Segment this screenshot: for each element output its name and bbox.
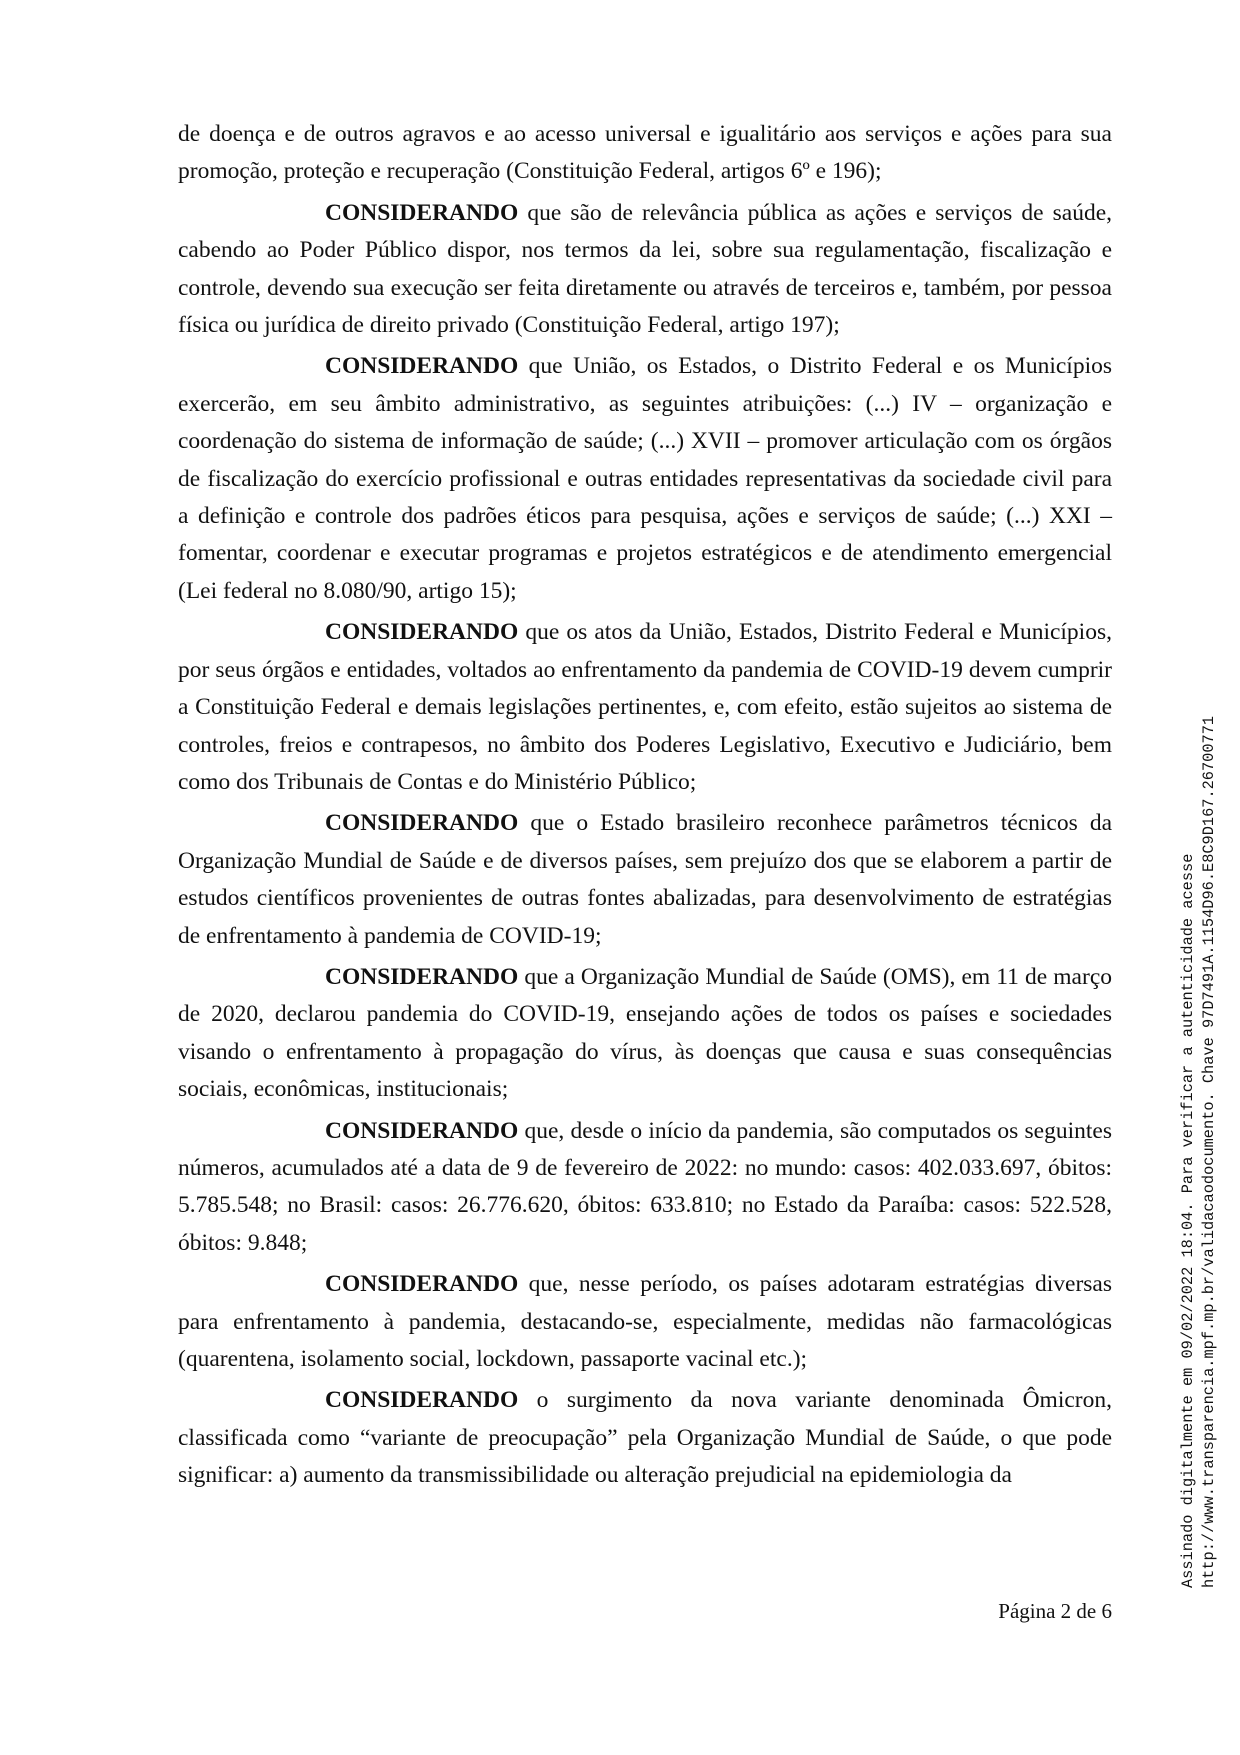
clause-text: que os atos da União, Estados, Distrito Federal e Municípios, por seus órgãos e entidades, voltados ao enfrentamento da pandemia de COVID-19 devem cumprir a Constituição Federal e demais legislações pertinentes, e, com efeito, estão sujeitos ao sistema de controles, freios e contrapesos, no âmbito dos Poderes Legislativo, Executivo e Judiciário, bem como dos Tribunais de Contas e do Ministério Público;: [178, 619, 1112, 795]
clause-paragraph: [178, 1266, 1112, 1378]
clause-text: que a Organização Mundial de Saúde (OMS), em 11 de março de 2020, declarou pandemia do COVID-19, ensejando ações de todos os países e sociedades visando o enfrentamento à propagação do vírus, às doenças que causa e suas consequências sociais, econômicas, institucionais;: [178, 963, 1112, 1103]
clause-keyword: CONSIDERANDO: [325, 619, 519, 646]
clause-keyword: CONSIDERANDO: [325, 199, 519, 226]
clause-paragraph: [178, 1382, 1112, 1494]
signature-verification-link[interactable]: http://www.transparencia.mpf.mp.br/validacaodocumento. Chave 97D7491A.1154D96.E8C9D167.26700771: [1200, 715, 1218, 1588]
opening-paragraph: de doença e de outros agravos e ao acesso universal e igualitário aos serviços e ações para sua promoção, proteção e recuperação (Constituição Federal, artigos 6º e 196);: [178, 121, 1112, 185]
clause-paragraph: [178, 959, 1112, 1109]
clause-paragraph: [178, 805, 1112, 955]
clause-text: que, nesse período, os países adotaram estratégias diversas para enfrentamento à pandemia, destacando-se, especialmente, medidas não farmacológicas (quarentena, isolamento social, lockdown, passaporte vacinal etc.);: [178, 1271, 1112, 1372]
page-number: Página 2 de 6: [998, 1599, 1112, 1623]
clause-text: que o Estado brasileiro reconhece parâmetros técnicos da Organização Mundial de Saúde e de diversos países, sem prejuízo dos que se elaborem a partir de estudos científicos provenientes de outras fontes abalizadas, para desenvolvimento de estratégias de enfrentamento à pandemia de COVID-19;: [178, 810, 1112, 949]
clause-paragraph: [178, 195, 1112, 345]
signature-line: Assinado digitalmente em 09/02/2022 18:04. Para verificar a autenticidade acesse: [1179, 853, 1197, 1588]
clause-paragraph: [178, 1113, 1112, 1263]
digital-signature-stamp: [1178, 628, 1220, 1588]
clause-paragraph: [178, 348, 1112, 610]
clause-paragraph: [178, 614, 1112, 801]
clause-text: que são de relevância pública as ações e serviços de saúde, cabendo ao Poder Público dispor, nos termos da lei, sobre sua regulamentação, fiscalização e controle, devendo sua execução ser feita diretamente ou através de terceiros e, também, por pessoa física ou jurídica de direito privado (Constituição Federal, artigo 197);: [178, 199, 1112, 339]
clause-keyword: CONSIDERANDO: [325, 1387, 519, 1414]
clause-keyword: CONSIDERANDO: [325, 1271, 519, 1298]
clause-keyword: CONSIDERANDO: [325, 1117, 519, 1144]
document-body: [178, 116, 1112, 1499]
clause-text: o surgimento da nova variante denominada Ômicron, classificada como “variante de preocupação” pela Organização Mundial de Saúde, o que pode significar: a) aumento da transmissibilidade ou alteração prejudicial na epidemiologia da: [178, 1387, 1112, 1489]
clause-text: que, desde o início da pandemia, são computados os seguintes números, acumulados até a data de 9 de fevereiro de 2022: no mundo: casos: 402.033.697, óbitos: 5.785.548; no Brasil: casos: 26.776.620, óbitos: 633.810; no Estado da Paraíba: casos: 522.528, óbitos: 9.848;: [178, 1117, 1112, 1256]
clause-keyword: CONSIDERANDO: [325, 353, 519, 380]
clause-keyword: CONSIDERANDO: [325, 810, 519, 837]
clause-text: que União, os Estados, o Distrito Federal e os Municípios exercerão, em seu âmbito administrativo, as seguintes atribuições: (...) IV – organização e coordenação do sistema de informação de saúde; (...) XVII – promover articulação com os órgãos de fiscalização do exercício profissional e outras entidades representativas da sociedade civil para a definição e controle dos padrões éticos para pesquisa, ações e serviços de saúde; (...) XXI – fomentar, coordenar e executar programas e projetos estratégicos e de atendimento emergencial (Lei federal no 8.080/90, artigo 15);: [178, 353, 1112, 604]
clause-keyword: CONSIDERANDO: [325, 963, 519, 990]
